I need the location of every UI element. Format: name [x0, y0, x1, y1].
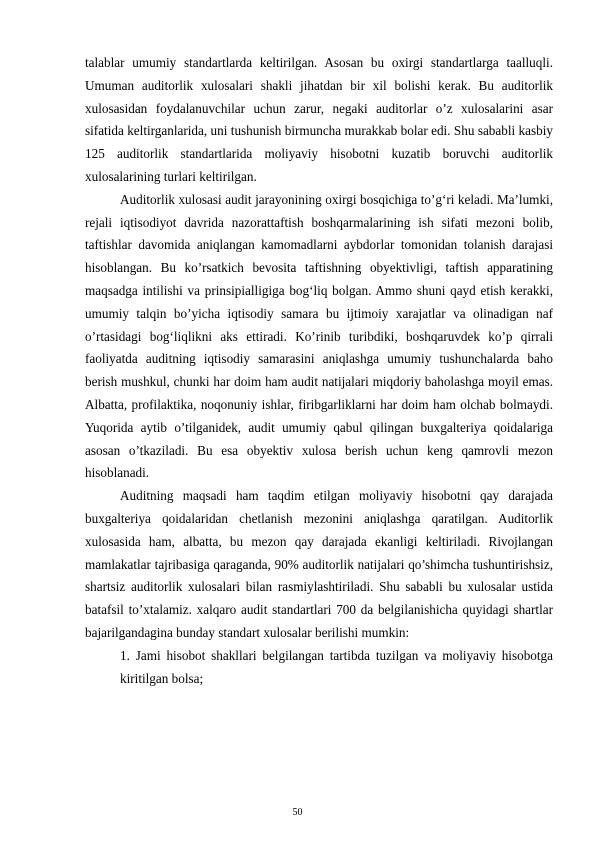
- paragraph-3: Auditning maqsadi ham taqdim etilgan moliyaviy hisobotni qay darajada buxgalteriya qoidalaridan chetlanish mezonini aniqlashga qaratilgan. Auditorlik xulosasida ham, albatta, bu mezon qay darajada ekanligi keltiriladi. Rivojlangan mamlakatlar tajribasiga qaraganda, 90% auditorlik natijalari qo’shimcha tushuntirishsiz, shartsiz auditorlik xulosalari bilan rasmiylashtiriladi. Shu sababli bu xulosalar ustida batafsil to’xtalamiz. xalqaro audit standartlari 700 da belgilanishicha quyidagi shartlar bajarilgandagina bunday standart xulosalar berilishi mumkin:: [85, 488, 553, 640]
- document-body: [85, 52, 553, 690]
- paragraph-1: talablar umumiy standartlarda keltirilgan. Asosan bu oxirgi standartlarga taalluqli. Umuman auditorlik xulosalari shakli jihatdan bir xil bolishi kerak. Bu auditorlik xulosasidan foydalanuvchilar uchun zarur, negaki auditorlar o’z xulosalarini asar sifatida keltirganlarida, uni tushunish birmuncha murakkab bolar edi. Shu sababli kasbiy 125 auditorlik standartlarida moliyaviy hisobotni kuzatib boruvchi auditorlik xulosalarining turlari keltirilgan.: [85, 55, 553, 184]
- list-item-1: 1. Jami hisobot shakllari belgilangan tartibda tuzilgan va moliyaviy hisobotga kiritilgan bolsa;: [120, 647, 553, 686]
- page-number: 50: [292, 807, 303, 818]
- paragraph-2: Auditorlik xulosasi audit jarayonining oxirgi bosqichiga to’g‘ri keladi. Ma’lumki, rejali iqtisodiyot davrida nazorattaftish boshqarmalarining ish sifati mezoni bolib, taftishlar davomida aniqlangan kamomadlarni aybdorlar tomonidan tolanish darajasi hisoblangan. Bu ko’rsatkich bevosita taftishning obyektivligi, taftish apparatining maqsadga intilishi va prinsipialligiga bog‘liq bolgan. Ammo shuni qayd etish kerakki, umumiy talqin bo’yicha iqtisodiy samara bu ijtimoiy xarajatlar va olinadigan naf o’rtasidagi bog‘liqlikni aks ettiradi. Ko’rinib turibdiki, boshqaruvdek ko’p qirrali faoliyatda auditning iqtisodiy samarasini aniqlashga umumiy tushunchalarda baho berish mushkul, chunki har doim ham audit natijalari miqdoriy baholashga moyil emas. Albatta, profilaktika, noqonuniy ishlar, firibgarliklarni har doim ham olchab bolmaydi. Yuqorida aytib o’tilganidek, audit umumiy qabul qilingan buxgalteriya qoidalariga asosan o’tkaziladi. Bu esa obyektiv xulosa berish uchun keng qamrovli mezon hisoblanadi.: [85, 191, 553, 481]
